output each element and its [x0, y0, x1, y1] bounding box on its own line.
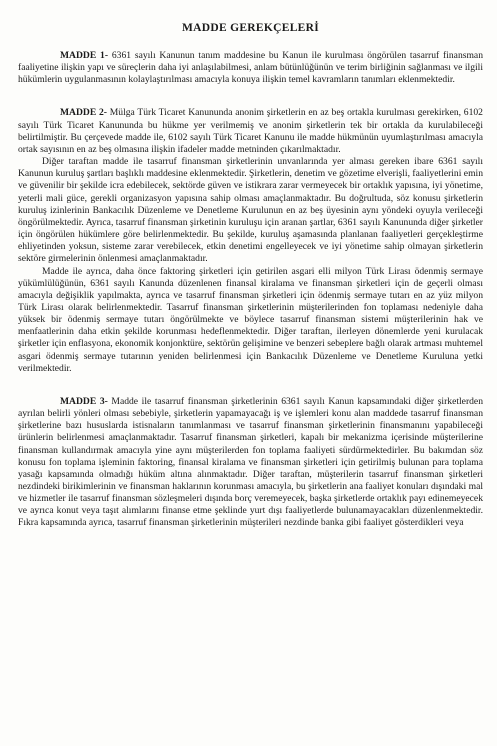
madde-1-text: 6361 sayılı Kanunun tanım maddesine bu Kanun ile kurulması öngörülen tasarruf finansman faaliyetine ilişkin yapı ve süreçlerin daha iyi anlaşılabilmesi, anlam bütünlüğünün ve terim birliğinin sağlanması ve ilgili hükümlerin uygulanmasının kolaylaştırılması amacıyla konuya ilişkin temel kavramların tanımları eklenmektedir. [18, 50, 483, 86]
madde-2-paragraph-2: Diğer taraftan madde ile tasarruf finansman şirketlerinin unvanlarında yer alması gereken ibare 6361 sayılı Kanunun kuruluş şartları başlıklı maddesine eklenmektedir. Şirketlerin, denetim ve gözetime elverişli, faaliyetlerini emin ve güvenilir bir şekilde icra edebilecek, sektörde güven ve istikrara zarar vermeyecek bir ortaklık yapısına, iyi yönetime, yeterli mali güce, gerekli organizasyon yapısına sahip olması amaçlanmaktadır. Bu doğrultuda, söz konusu şirketlerin kuruluş izinlerinin Bankacılık Düzenleme ve Denetleme Kurulunun en az beş üyesinin aynı yöndeki oyuyla verileceği öngörülmektedir. Ayrıca, tasarruf finansman şirketinin kuruluşu için aranan şartlar, 6361 sayılı Kanununda diğer şirketler için öngörülen hükümlere göre belirlenmektedir. Bu şekilde, kuruluş aşamasında planlanan faaliyetleri gerçekleştirme ehliyetinden yoksun, sisteme zarar verebilecek, etkin denetimi engelleyecek ve iyi yönetime sahip olmayan şirketlerin sektöre girmelerinin önlenmesi amaçlanmaktadır. [18, 156, 483, 265]
madde-3-paragraph [18, 396, 483, 530]
madde-3-label: MADDE 3- [60, 395, 108, 407]
madde-2-label: MADDE 2- [60, 107, 107, 119]
page-title: MADDE GEREKÇELERİ [181, 22, 320, 34]
madde-1-label: MADDE 1- [60, 50, 109, 61]
madde-2-text: Mülga Türk Ticaret Kanununda anonim şirketlerin en az beş ortakla kurulması gerekirken, 6102 sayılı Türk Ticaret Kanununda bu hükme yer verilmemiş ve anonim şirketlerin tek bir ortakla da kurulabileceği belirtilmiştir. Bu çerçevede madde ile, 6102 sayılı Türk Ticaret Kanunu ile madde hükmünün uyumlaştırılması amacıyla ortak sayısının en az beş olmasına ilişkin ifadeler madde metninden çıkarılmaktadır. [18, 107, 483, 155]
madde-2-paragraph-3: Madde ile ayrıca, daha önce faktoring şirketleri için getirilen asgari elli milyon Türk Lirası ödenmiş sermaye yükümlülüğünün, 6361 sayılı Kanunda düzenlenen finansal kiralama ve finansman şirketleri için de geçerli olması amacıyla değişiklik yapılmakta, ayrıca ve tasarruf finansman şirketleri için ödenmiş sermaye tutarı en az yüz milyon Türk Lirası olarak belirlenmektedir. Tasarruf finansman şirketlerinin müşterilerinden fon toplaması nedeniyle daha yüksek bir ödenmiş sermaye tutarı öngörülmekte ve böylece tasarruf finansman sistemi müşterilerinin hak ve menfaatlerinin daha etkin şekilde korunması hedeflenmektedir. Diğer taraftan, ilerleyen dönemlerde yeni kurulacak şirketler için enflasyona, ekonomik konjonktüre, sektörün gelişimine ve benzeri sebeplere bağlı olarak artması muhtemel asgari ödenmiş sermaye tutarının yeniden belirlenmesi için Bankacılık Düzenleme ve Denetleme Kuruluna yetki verilmektedir. [18, 265, 483, 374]
madde-2-paragraph [18, 107, 483, 156]
madde-3-text: Madde ile tasarruf finansman şirketlerinin 6361 sayılı Kanun kapsamındaki diğer şirketlerden ayrılan belirli yönleri olması sebebiyle, şirketlerin yapamayacağı iş ve işlemleri konu alan maddede tasarruf finansman şirketlerine bazı hususlarda istisnaların tanımlanması ve tasarruf finansman şirketlerinin finansmanını yapabileceği ürünlerin belirlenmesi amaçlanmaktadır. Tasarruf finansman şirketleri, kapalı bir mekanizma içerisinde müşterilerine finansman kullandırmak amacıyla yine aynı müşterilerden fon toplama faaliyeti sürdürmektedirler. Bu bakımdan söz konusu fon toplama işleminin faktoring, finansal kiralama ve finansman şirketleri için getirilmiş bulunan para toplama yasağı kapsamında olmadığı hüküm altına alınmaktadır. Diğer taraftan, müşterilerin tasarruf finansman şirketleri nezdindeki birikimlerinin ve finansman haklarının korunması amacıyla, bu şirketlerin ana faaliyet konuları dışındaki mal ve hizmetler ile tasarruf finansman sözleşmeleri dışında borç veremeyecek, başka şirketlerde ortaklık payı edinemeyecek ve ayrıca konut veya taşıt alımlarını finanse etme şeklinde yurt dışı faaliyetlerde bulunamayacakları düzenlenmektedir. Fıkra kapsamında ayrıca, tasarruf finansman şirketlerinin müşterileri nezdinde banka gibi faaliyet gösterdikleri veya [18, 395, 483, 529]
madde-1-paragraph [18, 50, 483, 86]
